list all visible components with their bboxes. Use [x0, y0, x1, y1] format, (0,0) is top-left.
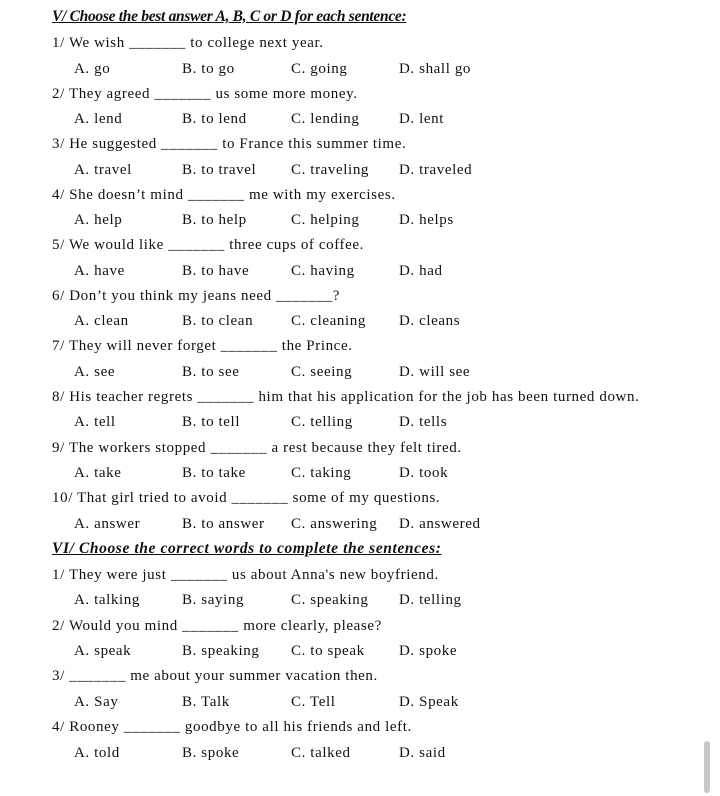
option-a: A. take: [74, 465, 122, 481]
question-text: 10/ That girl tried to avoid _______ some of my questions.: [52, 490, 441, 506]
option-a: A. travel: [74, 162, 132, 178]
option-a: A. speak: [74, 643, 132, 659]
option-d: D. traveled: [399, 162, 473, 178]
option-c: C. helping: [291, 212, 360, 228]
option-d: D. will see: [399, 364, 471, 380]
option-b: B. to lend: [182, 111, 247, 127]
option-c: C. talked: [291, 745, 351, 761]
option-c: C. to speak: [291, 643, 365, 659]
option-c: C. having: [291, 263, 355, 279]
option-c: C. traveling: [291, 162, 370, 178]
section-6-heading: VI/ Choose the correct words to complete the sentences:: [52, 540, 442, 557]
question-text: 1/ We wish _______ to college next year.: [52, 35, 324, 51]
question-text: 8/ His teacher regrets _______ him that his application for the job has been turned down.: [52, 389, 640, 405]
option-b: B. to go: [182, 61, 235, 77]
option-b: B. to clean: [182, 313, 254, 329]
option-d: D. lent: [399, 111, 445, 127]
option-c: C. answering: [291, 516, 378, 532]
option-b: B. to tell: [182, 414, 241, 430]
question-text: 2/ Would you mind _______ more clearly, please?: [52, 618, 382, 634]
option-a: A. clean: [74, 313, 129, 329]
option-c: C. lending: [291, 111, 360, 127]
option-a: A. Say: [74, 694, 119, 710]
question-text: 3/ He suggested _______ to France this summer time.: [52, 136, 407, 152]
option-a: A. tell: [74, 414, 116, 430]
option-d: D. had: [399, 263, 443, 279]
question-text: 6/ Don’t you think my jeans need _______?: [52, 288, 341, 304]
option-c: C. cleaning: [291, 313, 366, 329]
option-b: B. to travel: [182, 162, 257, 178]
option-d: D. shall go: [399, 61, 472, 77]
option-a: A. help: [74, 212, 123, 228]
option-c: C. seeing: [291, 364, 353, 380]
option-b: B. to have: [182, 263, 250, 279]
option-a: A. answer: [74, 516, 141, 532]
option-d: D. telling: [399, 592, 462, 608]
option-d: D. took: [399, 465, 449, 481]
question-text: 2/ They agreed _______ us some more money.: [52, 86, 358, 102]
option-d: D. spoke: [399, 643, 458, 659]
option-d: D. Speak: [399, 694, 459, 710]
option-c: C. taking: [291, 465, 352, 481]
option-a: A. have: [74, 263, 125, 279]
option-a: A. see: [74, 364, 116, 380]
option-a: A. talking: [74, 592, 140, 608]
option-b: B. to help: [182, 212, 247, 228]
option-d: D. helps: [399, 212, 454, 228]
question-text: 1/ They were just _______ us about Anna's new boyfriend.: [52, 567, 439, 583]
question-text: 4/ She doesn’t mind _______ me with my exercises.: [52, 187, 396, 203]
option-c: C. telling: [291, 414, 353, 430]
option-d: D. cleans: [399, 313, 461, 329]
question-text: 5/ We would like _______ three cups of coffee.: [52, 237, 365, 253]
option-b: B. speaking: [182, 643, 260, 659]
question-text: 9/ The workers stopped _______ a rest because they felt tired.: [52, 440, 462, 456]
option-c: C. going: [291, 61, 348, 77]
vertical-scrollbar[interactable]: [704, 741, 710, 793]
option-d: D. said: [399, 745, 446, 761]
option-b: B. saying: [182, 592, 245, 608]
option-c: C. Tell: [291, 694, 336, 710]
option-c: C. speaking: [291, 592, 369, 608]
option-a: A. lend: [74, 111, 123, 127]
option-b: B. to answer: [182, 516, 265, 532]
option-b: B. Talk: [182, 694, 230, 710]
option-b: B. to see: [182, 364, 240, 380]
option-a: A. told: [74, 745, 120, 761]
option-b: B. spoke: [182, 745, 240, 761]
question-text: 3/ _______ me about your summer vacation then.: [52, 668, 378, 684]
question-text: 4/ Rooney _______ goodbye to all his friends and left.: [52, 719, 412, 735]
option-a: A. go: [74, 61, 111, 77]
option-d: D. tells: [399, 414, 448, 430]
option-d: D. answered: [399, 516, 481, 532]
option-b: B. to take: [182, 465, 246, 481]
question-text: 7/ They will never forget _______ the Prince.: [52, 338, 353, 354]
section-5-heading: V/ Choose the best answer A, B, C or D for each sentence:: [52, 8, 407, 25]
